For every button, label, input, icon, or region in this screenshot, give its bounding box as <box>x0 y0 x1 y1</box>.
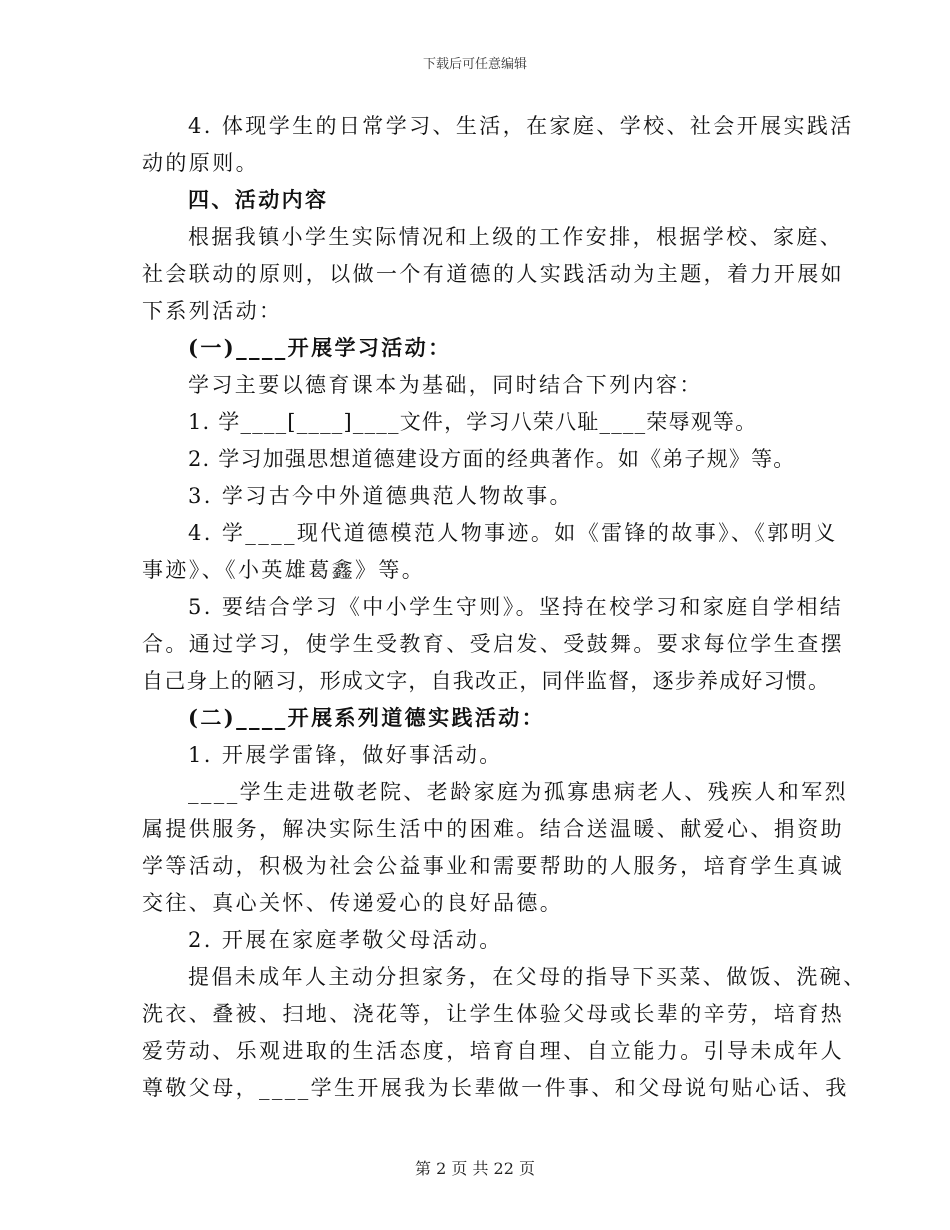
paragraph-line: 学等活动，积极为社会公益事业和需要帮助的人服务，培育学生真诚 <box>142 854 844 878</box>
subheading-moral-practice: (二)____开展系列道德实践活动： <box>188 705 546 730</box>
paragraph-line: 学习主要以德育课本为基础，同时结合下列内容： <box>188 373 703 397</box>
paragraph-line: 自己身上的陋习，形成文字，自我改正，同伴监督，逐步养成好习惯。 <box>142 669 831 693</box>
paragraph-line: 尊敬父母，____学生开展我为长辈做一件事、和父母说句贴心话、我 <box>142 1076 849 1100</box>
paragraph-line: ____学生走进敬老院、老龄家庭为孤寡患病老人、残疾人和军烈 <box>188 780 848 804</box>
list-item-study-3: 3. 学习古今中外道德典范人物故事。 <box>188 484 573 508</box>
paragraph-line: 下系列活动： <box>142 299 283 323</box>
paragraph-line: 社会联动的原则，以做一个有道德的人实践活动为主题，着力开展如 <box>142 262 844 286</box>
page-footer: 第 2 页 共 22 页 <box>415 1159 535 1178</box>
list-item-principle-4: 4. 体现学生的日常学习、生活，在家庭、学校、社会开展实践活 <box>188 114 854 138</box>
section-heading-activity-content: 四、活动内容 <box>188 187 329 212</box>
paragraph-line: 提倡未成年人主动分担家务，在父母的指导下买菜、做饭、洗碗、 <box>188 965 867 989</box>
list-item-study-1: 1. 学____[____]____文件，学习八荣八耻____荣辱观等。 <box>188 410 758 434</box>
paragraph-line: 事迹》、《小英雄葛鑫》等。 <box>142 558 426 582</box>
list-item-study-2: 2. 学习加强思想道德建设方面的经典著作。如《弟子规》等。 <box>188 447 796 471</box>
list-item-practice-2: 2. 开展在家庭孝敬父母活动。 <box>188 928 503 952</box>
paragraph-line: 根据我镇小学生实际情况和上级的工作安排，根据学校、家庭、 <box>188 225 844 249</box>
page-header: 下载后可任意编辑 <box>422 57 527 72</box>
paragraph-line: 属提供服务，解决实际生活中的困难。结合送温暖、献爱心、捐资助 <box>142 817 844 841</box>
paragraph-line: 交往、真心关怀、传递爱心的良好品德。 <box>142 891 564 915</box>
paragraph-line: 动的原则。 <box>142 151 259 175</box>
list-item-study-5: 5. 要结合学习《中小学生守则》。坚持在校学习和家庭自学相结 <box>188 595 844 619</box>
subheading-study-activities: (一)____开展学习活动： <box>188 335 452 360</box>
paragraph-line: 爱劳动、乐观进取的生活态度，培育自理、自立能力。引导未成年人 <box>142 1039 844 1063</box>
list-item-practice-1: 1. 开展学雷锋，做好事活动。 <box>188 743 503 767</box>
paragraph-line: 合。通过学习，使学生受教育、受启发、受鼓舞。要求每位学生查摆 <box>142 632 844 656</box>
list-item-study-4: 4. 学____现代道德模范人物事迹。如《雷锋的故事》、《郭明义 <box>188 521 838 545</box>
paragraph-line: 洗衣、叠被、扫地、浇花等，让学生体验父母或长辈的辛劳，培育热 <box>142 1002 844 1026</box>
